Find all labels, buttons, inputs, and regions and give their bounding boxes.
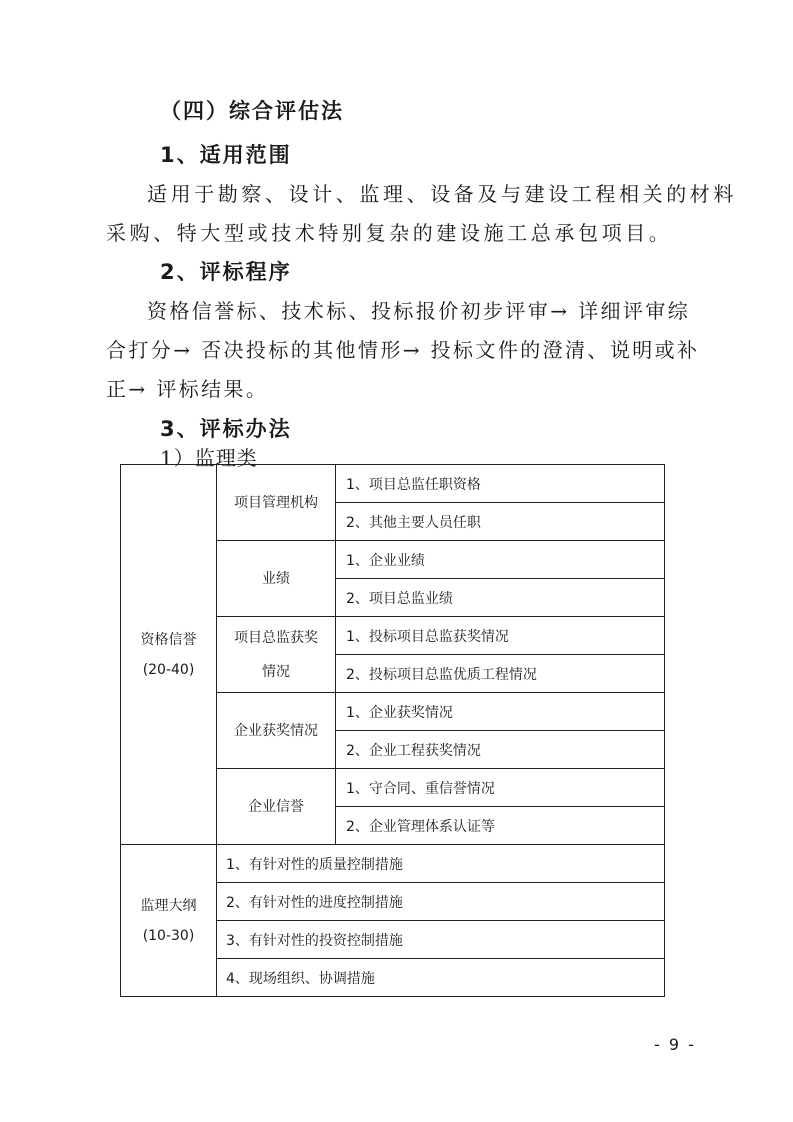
table-cell: 1、守合同、重信誉情况: [336, 769, 665, 807]
table-cell: 3、有针对性的投资控制措施: [217, 921, 665, 959]
heading-scope: 1、适用范围: [160, 143, 292, 167]
subcategory: 企业信誉: [217, 769, 336, 845]
category-qualification: [121, 465, 217, 845]
table-cell: 2、企业工程获奖情况: [336, 731, 665, 769]
category-outline: [121, 845, 217, 997]
table-row: [121, 465, 665, 503]
subcategory-line: 项目总监获奖: [234, 629, 318, 646]
subcategory-line: 情况: [262, 663, 290, 680]
table-cell: 2、投标项目总监优质工程情况: [336, 655, 665, 693]
table-cell: 1、有针对性的质量控制措施: [217, 845, 665, 883]
category-label: 资格信誉: [140, 631, 197, 648]
category-label: 监理大纲: [140, 897, 197, 914]
table-cell: 2、其他主要人员任职: [336, 503, 665, 541]
subheading-supervision: 1）监理类: [160, 446, 258, 470]
page-number: - 9 -: [654, 1035, 696, 1054]
table-cell: 1、投标项目总监获奖情况: [336, 617, 665, 655]
scope-paragraph-line-1: 适用于勘察、设计、监理、设备及与建设工程相关的材料: [147, 182, 737, 206]
table-cell: 2、有针对性的进度控制措施: [217, 883, 665, 921]
subcategory: 业绩: [217, 541, 336, 617]
evaluation-table: [120, 464, 665, 997]
table-cell: 2、项目总监业绩: [336, 579, 665, 617]
section-heading: （四）综合评估法: [160, 99, 344, 123]
subcategory: [217, 617, 336, 693]
table-cell: 4、现场组织、协调措施: [217, 959, 665, 997]
table-row: [121, 845, 665, 883]
procedure-paragraph-line-1: 资格信誉标、技术标、投标报价初步评审→ 详细评审综: [147, 299, 691, 323]
heading-method: 3、评标办法: [160, 417, 292, 441]
procedure-paragraph-line-2: 合打分→ 否决投标的其他情形→ 投标文件的澄清、说明或补: [106, 338, 700, 362]
procedure-paragraph-line-3: 正→ 评标结果。: [106, 377, 269, 401]
subcategory: 企业获奖情况: [217, 693, 336, 769]
subcategory: 项目管理机构: [217, 465, 336, 541]
table-cell: 2、企业管理体系认证等: [336, 807, 665, 845]
table-cell: 1、企业获奖情况: [336, 693, 665, 731]
table-cell: 1、项目总监任职资格: [336, 465, 665, 503]
category-range: (20-40): [142, 661, 195, 678]
heading-procedure: 2、评标程序: [160, 260, 292, 284]
scope-paragraph-line-2: 采购、特大型或技术特别复杂的建设施工总承包项目。: [106, 221, 673, 245]
table-cell: 1、企业业绩: [336, 541, 665, 579]
category-range: (10-30): [142, 927, 195, 944]
